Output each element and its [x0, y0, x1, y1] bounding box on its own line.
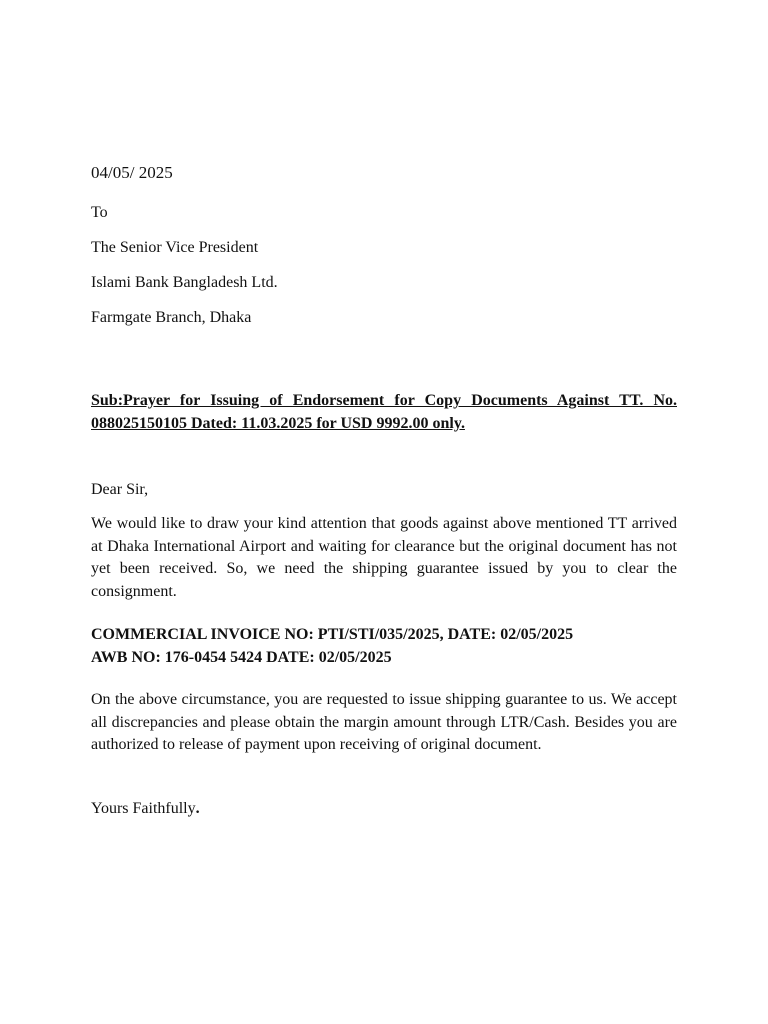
closing-text: Yours Faithfully	[91, 800, 196, 817]
closing	[91, 798, 677, 821]
body-paragraph-1: We would like to draw your kind attention that goods against above mentioned TT arrived at Dhaka International Airport and waiting for clearance but the original document has not yet been received. So, we need the shipping guarantee issued by you to clear the consignment.	[91, 515, 677, 600]
letter-date: 04/05/ 2025	[91, 163, 173, 182]
awb-reference: AWB NO: 176-0454 5424 DATE: 02/05/2025	[91, 649, 392, 666]
recipient-title: The Senior Vice President	[91, 239, 259, 256]
recipient-branch: Farmgate Branch, Dhaka	[91, 309, 252, 326]
body-paragraph-2: On the above circumstance, you are requested to issue shipping guarantee to us. We accept all discrepancies and please obtain the margin amount through LTR/Cash. Besides you are authorized to release of payment upon receiving of original document.	[91, 691, 677, 753]
invoice-reference: COMMERCIAL INVOICE NO: PTI/STI/035/2025, DATE: 02/05/2025	[91, 626, 574, 643]
subject-line: Sub:Prayer for Issuing of Endorsement for Copy Documents Against TT. No. 088025150105 Dated: 11.03.2025 for USD 9992.00 only.	[91, 392, 677, 432]
to-label: To	[91, 204, 108, 221]
closing-period: .	[195, 800, 200, 817]
salutation: Dear Sir,	[91, 481, 149, 498]
recipient-bank: Islami Bank Bangladesh Ltd.	[91, 274, 278, 291]
